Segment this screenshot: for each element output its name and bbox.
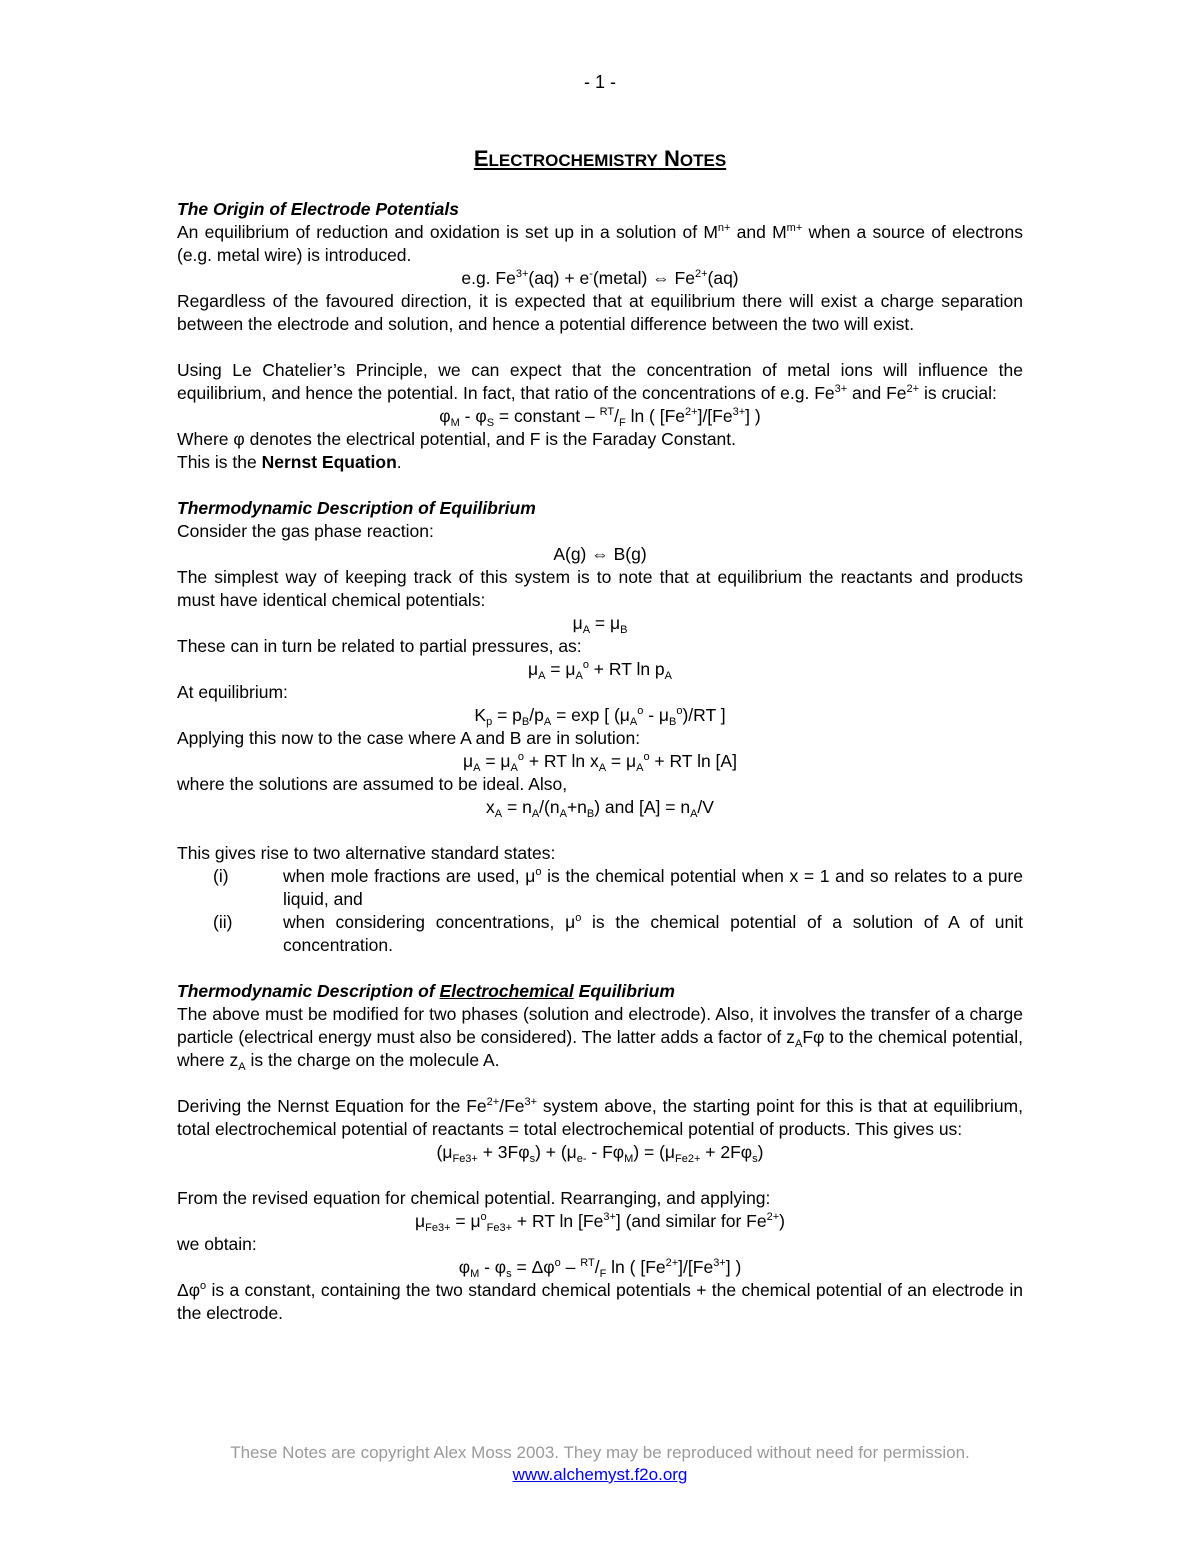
paragraph: This is the Nernst Equation. [177,452,402,472]
paragraph: $\Delta\varphi^o$ is a constant, containing the two standard chemical potentials + the chemical potential of an electrode in the electrode. [177,1280,1023,1323]
paragraph: Using Le Chatelier’s Principle, we can expect that the concentration of metal ions will influence the equilibrium, and hence the potential. In fact, that ratio of the concentrations of e.g. $Fe^{3+}$ and $Fe^{2+}$ is crucial: [177,360,1023,403]
equation-mu-solution: $\mu_A = \mu_A^o$ + RT $\ln x_A = \mu_A^o$ + RT ln [A] [463,751,737,774]
copyright-notice: These Notes are copyright Alex Moss 2003. They may be reproduced without need for permission. [230,1443,970,1462]
paragraph: These can in turn be related to partial pressures, as: [177,636,582,656]
paragraph: At equilibrium: [177,682,288,702]
equation-mu-pressure: $\mu_A = \mu_A^o$ + RT $\ln p_A$ [528,659,672,682]
equation-kp: $K_p = p_B/p_A = \exp$ [ $(\mu_A^o - \mu_B^o)/RT$ ] [474,705,726,728]
equation-mu-equal: $\mu_A = \mu_B$ [572,613,628,636]
paragraph: we obtain: [177,1234,257,1254]
section-heading-thermo: Thermodynamic Description of Equilibrium [177,498,536,518]
page-number: - 1 - [583,72,616,92]
paragraph: where the solutions are assumed to be ideal. Also, [177,774,568,794]
paragraph: An equilibrium of reduction and oxidation is set up in a solution of $M^{n+}$ and $M^{m+}$ when a source of electrons (e.g. metal wire) is introduced. [177,222,1024,265]
paragraph: The above must be modified for two phases (solution and electrode). Also, it involves the transfer of a charge particle (electrical energy must also be considered). The latter adds a factor of $z_AF\varphi$ to the chemical potential, where $z_A$ is the charge on the molecule A. [177,1004,1023,1073]
section-heading-origin: The Origin of Electrode Potentials [177,199,459,219]
paragraph: Regardless of the favoured direction, it is expected that at equilibrium there will exist a charge separation between the electrode and solution, and hence a potential difference between the two will exist. [177,291,1023,334]
equation-mole-fraction: $x_A = n_A/(n_A+n_B)$ and $[A] = n_A/V$ [486,797,714,820]
page-title: ELECTROCHEMISTRY NOTES [473,146,727,171]
document-body [177,198,1023,1325]
paragraph: Consider the gas phase reaction: [177,521,434,541]
paragraph: Where φ denotes the electrical potential, and F is the Faraday Constant. [177,429,737,449]
equation-mu-fe3: $\mu_{Fe3+} = \mu^o_{Fe3+}$ + RT $\ln [Fe^{3+}]$ (and similar for $Fe^{2+}$) [415,1211,785,1234]
paragraph: Deriving the Nernst Equation for the $Fe^{2+}/Fe^{3+}$ system above, the starting point for this is that at equilibrium, total electrochemical potential of reactants = total electrochemical potential of products. This gives us: [177,1096,1024,1139]
equation-electrochemical-balance: $(\mu_{Fe3+} + 3F\varphi_s) + (\mu_{e-} - F\varphi_M) = (\mu_{Fe2+} + 2F\varphi_s)$ [436,1142,764,1165]
list-item: (ii) when considering concentrations, $\mu^o$ is the chemical potential of a solution of A of unit concentration. [213,912,1023,955]
footer [0,1442,1200,1486]
website-link[interactable]: www.alchemyst.f2o.org [512,1465,688,1484]
equation-gas-reaction: A(g) ⇔ B(g) [553,544,647,564]
section-heading-electrochemical: Thermodynamic Description of Electrochemical Equilibrium [177,981,675,1001]
paragraph: From the revised equation for chemical potential. Rearranging, and applying: [177,1188,771,1208]
equation-nernst: $\varphi_M - \varphi_S$ = constant – $^{RT}/_F$ ln ( $[Fe^{2+}]/[Fe^{3+}]$ ) [439,406,761,429]
equation-fe-redox: e.g. $Fe^{3+}(aq)$ + e-(metal) ⇔ $Fe^{2+}(aq)$ [461,268,739,288]
paragraph: The simplest way of keeping track of this system is to note that at equilibrium the reactants and products must have identical chemical potentials: [177,567,1023,610]
list-item: (i) when mole fractions are used, $\mu^o$ is the chemical potential when x = 1 and so relates to a pure liquid, and [213,866,1023,909]
paragraph: This gives rise to two alternative standard states: [177,843,556,863]
paragraph: Applying this now to the case where A and B are in solution: [177,728,641,748]
equation-nernst-derived: $\varphi_M - \varphi_s = \Delta\varphi^o - ^{RT}/_F$ ln ( $[Fe^{2+}]/[Fe^{3+}]$ ) [458,1257,742,1280]
